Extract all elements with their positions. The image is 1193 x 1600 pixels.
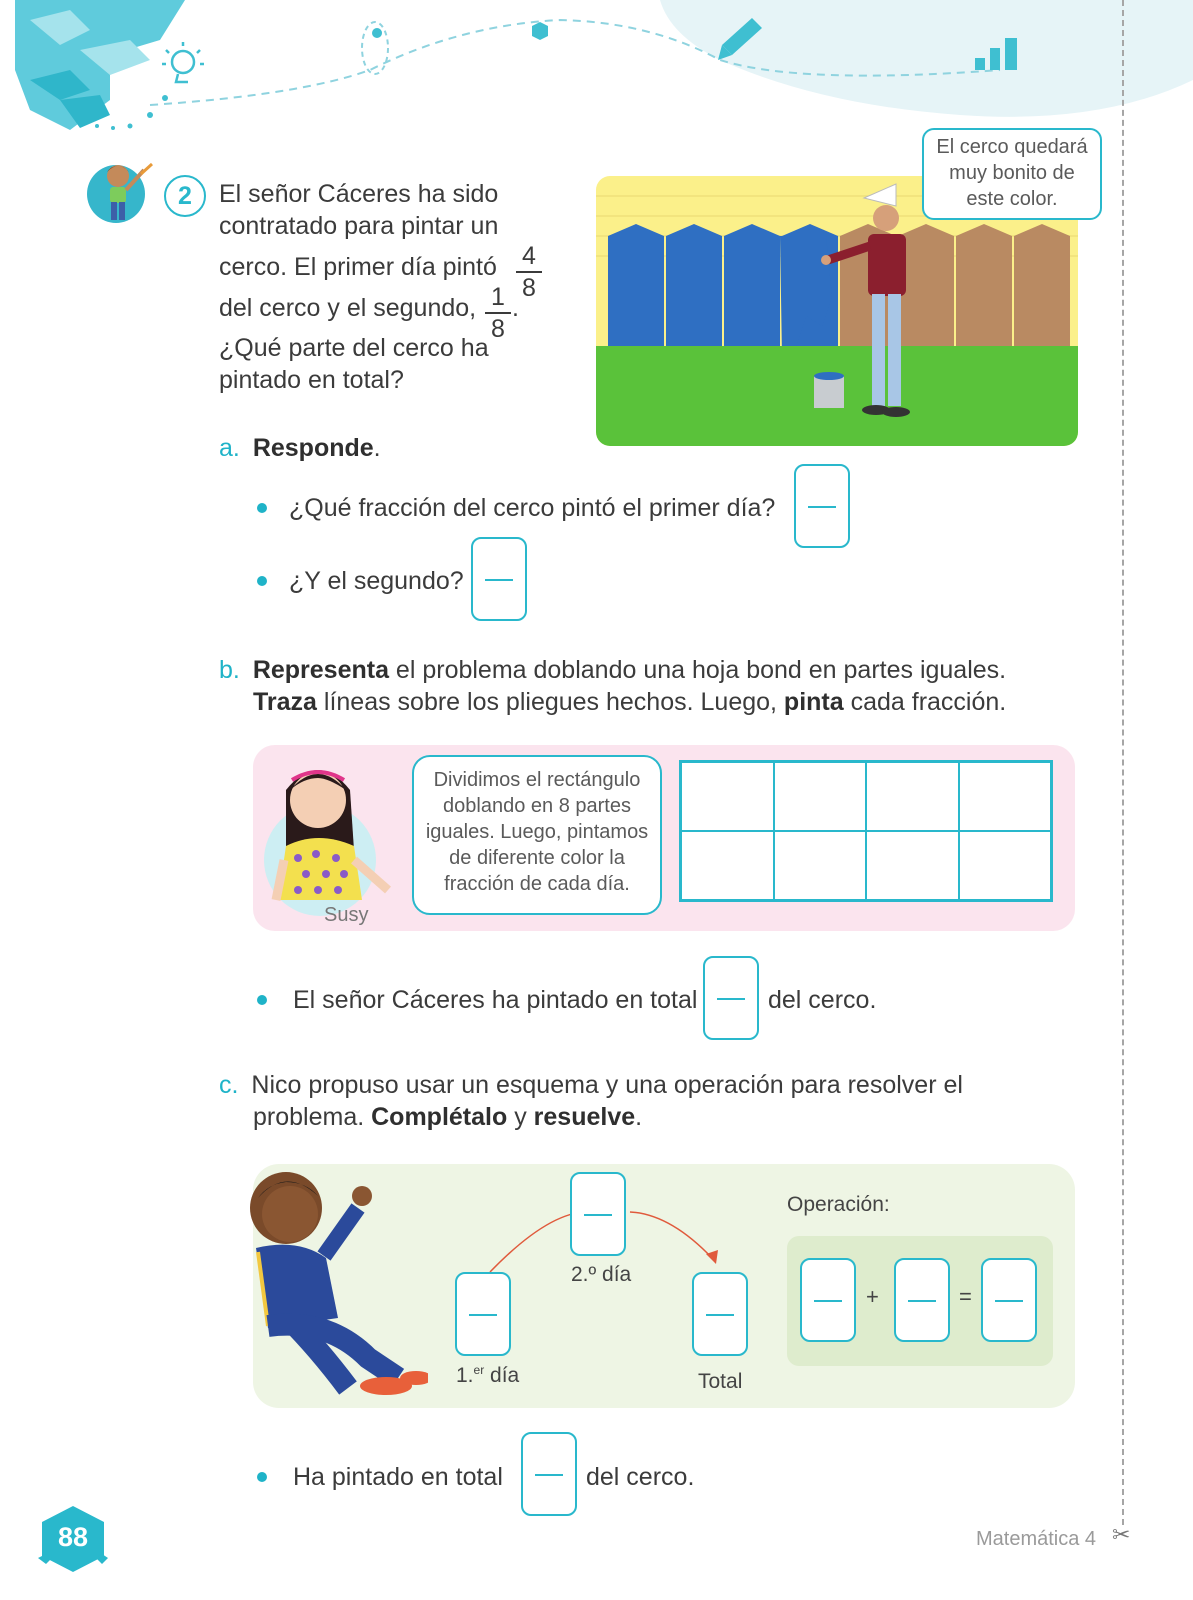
answer-box-first-day[interactable] (794, 464, 850, 548)
part-c-text-2: problema. (253, 1103, 372, 1131)
bullet (257, 503, 267, 513)
fraction-four-eighths (516, 243, 542, 301)
question-second-day: ¿Y el segundo? (289, 567, 464, 595)
problem-line-2: contratado para pintar un (219, 212, 499, 240)
answer-box-total-b[interactable] (703, 956, 759, 1040)
fraction-denominator: 8 (522, 273, 536, 302)
fraction-one-eighth (485, 284, 511, 342)
part-a-verb: Responde (252, 434, 374, 462)
part-b-answer-post: del cerco. (768, 986, 877, 1014)
lightbulb-icon (162, 42, 204, 82)
part-b-text-1: el problema doblando una hoja bond en partes iguales. (388, 656, 1007, 684)
problem-line-3: cerco. El primer día pintó (219, 253, 497, 281)
fraction-numerator: 1 (491, 283, 505, 311)
label-total: Total (698, 1370, 743, 1393)
susy-name: Susy (324, 904, 369, 926)
part-a-letter: a. (219, 434, 240, 462)
speech-line: Dividimos el rectángulo (433, 769, 641, 791)
label-first-day-word: día (484, 1364, 520, 1387)
painter-speech-bubble (922, 128, 1102, 220)
cut-line (1122, 0, 1124, 1525)
answer-box-second-day[interactable] (471, 537, 527, 621)
speech-line: de diferente color la (449, 847, 625, 869)
equals-sign: = (959, 1284, 972, 1309)
plus-sign: + (866, 1284, 879, 1309)
part-b-verb-represent: Representa (252, 656, 389, 684)
speech-line: este color. (966, 188, 1058, 210)
speech-line: iguales. Luego, pintamos (425, 821, 649, 843)
operation-box-result[interactable] (981, 1258, 1037, 1342)
rectangle-part[interactable] (866, 831, 959, 900)
question-first-day: ¿Qué fracción del cerco pintó el primer día? (289, 494, 776, 522)
bullet (257, 576, 267, 586)
nico-illustration (228, 1148, 428, 1400)
speech-line: El cerco quedará (936, 136, 1088, 158)
eighths-rectangle[interactable] (679, 760, 1053, 902)
rectangle-part[interactable] (959, 762, 1052, 831)
problem-line-6: pintado en total? (219, 366, 404, 394)
part-c-verb-solve: resuelve (533, 1103, 636, 1131)
rectangle-part[interactable] (774, 762, 867, 831)
part-c-verb-complete: Complétalo (371, 1103, 508, 1131)
fraction-period: . (512, 294, 519, 322)
rectangle-part[interactable] (774, 831, 867, 900)
part-c-line-1 (219, 1069, 963, 1101)
part-c-letter: c. (219, 1071, 239, 1099)
cube-icon (532, 22, 548, 40)
label-first-day-num: 1. (456, 1364, 474, 1387)
scheme-box-total[interactable] (692, 1272, 748, 1356)
part-c-text-1: Nico propuso usar un esquema y una operación para resolver el (251, 1071, 963, 1099)
label-second-day: 2.º día (571, 1263, 632, 1286)
problem-line-1: El señor Cáceres ha sido (219, 180, 499, 208)
part-b-verb-trace: Traza (253, 688, 317, 716)
part-a-period: . (373, 434, 381, 462)
boy-painting-avatar (86, 156, 156, 228)
part-c-text-4: . (635, 1103, 643, 1131)
bullet (257, 995, 267, 1005)
part-c-answer-pre: Ha pintado en total (293, 1463, 503, 1491)
rectangle-part[interactable] (959, 831, 1052, 900)
rectangle-part[interactable] (681, 831, 774, 900)
part-c-text-3: y (507, 1103, 534, 1131)
part-b-text-2: líneas sobre los pliegues hechos. Luego, (316, 688, 784, 716)
susy-speech-bubble (412, 755, 662, 915)
operation-box-addend-1[interactable] (800, 1258, 856, 1342)
operation-label: Operación: (787, 1193, 890, 1216)
rectangle-part[interactable] (681, 762, 774, 831)
book-title: Matemática 4 (976, 1528, 1097, 1550)
scheme-box-second-day[interactable] (570, 1172, 626, 1256)
part-c-answer-post: del cerco. (586, 1463, 695, 1491)
speech-line: fracción de cada día. (444, 873, 630, 895)
label-first-day-sup: er (473, 1363, 485, 1377)
rectangle-part[interactable] (866, 762, 959, 831)
susy-illustration (258, 750, 408, 920)
part-b-line-2 (253, 686, 1006, 718)
part-b-text-3: cada fracción. (843, 688, 1007, 716)
part-b-letter: b. (219, 656, 240, 684)
speech-line: doblando en 8 partes (443, 795, 631, 817)
part-b-answer-pre: El señor Cáceres ha pintado en total (293, 986, 698, 1014)
bullet (257, 1472, 267, 1482)
scissors-icon: ✂ (1112, 1522, 1131, 1547)
speech-line: muy bonito de (949, 162, 1075, 184)
part-a-heading (219, 432, 381, 464)
label-first-day (456, 1363, 519, 1388)
fraction-numerator: 4 (522, 242, 536, 270)
part-b-verb-paint: pinta (783, 688, 844, 716)
operation-box-addend-2[interactable] (894, 1258, 950, 1342)
part-b-line-1 (219, 654, 1006, 686)
problem-line-4: del cerco y el segundo, (219, 294, 477, 322)
fraction-denominator: 8 (491, 314, 505, 343)
cubes-icon (15, 0, 185, 130)
problem-line-5: ¿Qué parte del cerco ha (219, 334, 489, 362)
part-c-line-2 (253, 1101, 642, 1133)
page-number: 88 (57, 1522, 89, 1552)
problem-number-badge: 2 (164, 175, 206, 217)
answer-box-total-c[interactable] (521, 1432, 577, 1516)
scheme-box-first-day[interactable] (455, 1272, 511, 1356)
